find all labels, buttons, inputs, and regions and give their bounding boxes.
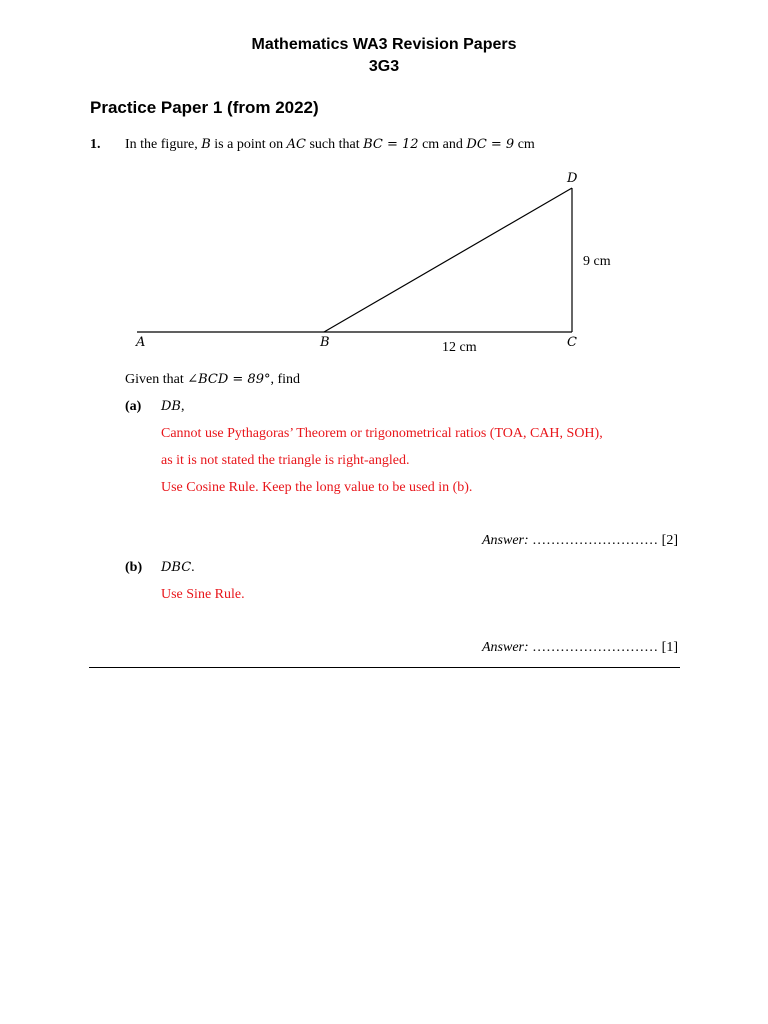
- stem-math: B: [201, 137, 211, 152]
- triangle-figure: [0, 0, 768, 380]
- part-b-label: (b): [125, 560, 143, 575]
- section-title: Practice Paper 1 (from 2022): [90, 98, 319, 117]
- line-bd: [324, 188, 572, 332]
- given-math: ∠BCD = 89°: [187, 372, 271, 387]
- part-b-note: Use Sine Rule.: [161, 587, 245, 602]
- part-b-math: DBC: [161, 560, 192, 575]
- part-a-note: as it is not stated the triangle is right-angled.: [161, 453, 410, 468]
- part-a-answer-line: [482, 533, 678, 549]
- part-b-prompt: [161, 560, 195, 576]
- stem-text: cm: [514, 137, 535, 152]
- stem-text: In the figure,: [125, 137, 202, 152]
- stem-math: BC = 12: [363, 137, 419, 152]
- given-text: Given that: [125, 372, 188, 387]
- part-b-punct: .: [191, 560, 195, 575]
- question-divider: [89, 667, 680, 668]
- part-a-note: Cannot use Pythagoras’ Theorem or trigonometrical ratios (TOA, CAH, SOH),: [161, 426, 603, 441]
- label-d: D: [567, 171, 578, 186]
- answer-label: Answer:: [482, 533, 529, 548]
- part-a-prompt: [161, 399, 184, 415]
- part-b-answer-line: [482, 640, 678, 656]
- stem-text: is a point on: [210, 137, 287, 152]
- question-number: 1.: [90, 137, 101, 152]
- given-statement: [125, 372, 300, 388]
- label-c: C: [567, 335, 577, 350]
- label-bc-length: 12 cm: [442, 340, 477, 355]
- part-a-label: (a): [125, 399, 142, 414]
- document-subtitle: 3G3: [368, 58, 400, 75]
- answer-blank: ………………………: [528, 533, 662, 548]
- document-title: Mathematics WA3 Revision Papers: [251, 36, 517, 53]
- stem-math: DC = 9: [466, 137, 515, 152]
- part-a-math: DB: [161, 399, 181, 414]
- part-a-note: Use Cosine Rule. Keep the long value to be used in (b).: [161, 480, 473, 495]
- stem-text: cm and: [418, 137, 467, 152]
- label-a: A: [136, 335, 146, 350]
- marks: [1]: [661, 640, 678, 655]
- answer-blank: ………………………: [528, 640, 662, 655]
- stem-math: AC: [286, 137, 306, 152]
- label-b: B: [320, 335, 330, 350]
- answer-label: Answer:: [482, 640, 529, 655]
- part-a-punct: ,: [180, 399, 185, 414]
- stem-text: such that: [305, 137, 364, 152]
- label-dc-length: 9 cm: [583, 254, 611, 269]
- marks: [2]: [661, 533, 678, 548]
- given-text: , find: [270, 372, 301, 387]
